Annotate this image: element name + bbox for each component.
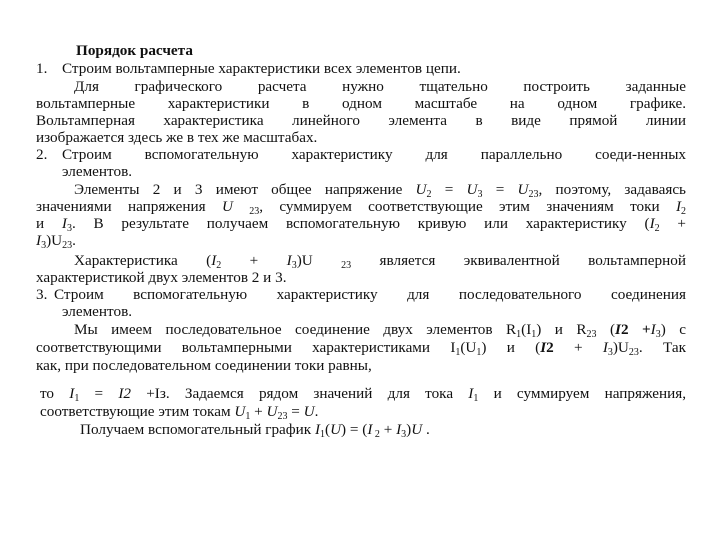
step-2-heading-line-2: элементов. [62, 163, 133, 180]
step-3-heading-line-2: элементов. [62, 303, 133, 320]
para-5-text-to: то [40, 385, 55, 402]
para-6-line-1: Получаем вспомогательный график $I_1(U) = (I$ $_2 + I_3)U$ . [80, 421, 430, 440]
para-4-text-c: ) и R [536, 321, 587, 338]
step-2-text: Строим вспомогательную характеристику для параллельно соеди-ненных [62, 146, 686, 163]
para-5-text-l2: соответствующие этим токам [40, 403, 231, 420]
para-4-text-b: (I [521, 321, 532, 338]
para-5-line-1: то $I_1 = I2 +Iз$. Задаемся рядом значений для тока $I_1$ и суммируем напряжения, [40, 385, 687, 404]
para-2-text-c: значениями напряжения [36, 198, 206, 215]
para-2-text-d: , суммируем соответствующие этим значениям токи [259, 198, 660, 215]
para-3-line-1: Характеристика $(I_2 + I_3)U$ $_{23}$ является эквивалентной вольтамперной [74, 252, 686, 271]
step-1-text: Строим вольтамперные характеристики всех элементов цепи. [62, 60, 461, 77]
para-2-line-1: Элементы 2 и 3 имеют общее напряжение $U_2 = U_3 = U_{23}$, поэтому, задаваясь [74, 181, 686, 200]
para-4-text-h: . Так [638, 339, 686, 356]
para-4-text-g: ) и [481, 339, 515, 356]
para-4-text-f: (U [460, 339, 477, 356]
step-3-number: 3. [36, 286, 48, 303]
step-3-text: Строим вспомогательную характеристику для последовательного соединения [54, 286, 686, 303]
step-2-heading-line-1 [36, 146, 686, 163]
para-6-text-l3: Получаем вспомогательный график [80, 421, 312, 438]
page-title: Порядок расчета [76, 42, 193, 59]
para-2-text-b: , поэтому, задаваясь [538, 181, 686, 198]
para-4-line-1: Мы имеем последовательное соединение двух элементов $R_1(I_1)$ и $R_{23}$ $(I2 +I_3)$ с [74, 321, 686, 340]
para-3-text-g: Характеристика ( [74, 252, 212, 269]
para-4-text-a: Мы имеем последовательное соединение двух элементов R [74, 321, 517, 338]
para-4-text-d: с [679, 321, 686, 338]
para-2-text-f: . В результате получаем вспомогательную кривую или характеристику ( [71, 215, 650, 232]
para-2-text-a: Элементы 2 и 3 имеют общее напряжение [74, 181, 403, 198]
para-2-text-e: и [36, 215, 45, 232]
para-5-text-mid: . Задаемся рядом значений для тока [165, 385, 454, 402]
para-3-text-h: является эквивалентной вольтамперной [379, 252, 686, 269]
para-1-line-3: Вольтамперная характеристика линейного элемента в виде прямой линии [36, 112, 686, 129]
para-1-line-2: вольтамперные характеристики в одном масштабе на одном графике. [36, 95, 686, 112]
para-4-line-2: соответствующими вольтамперными характеристиками $I_1(U_1)$ и $(I2 + I_3)U_{23}$. Так [36, 339, 686, 358]
para-1-line-4: изображается здесь же в тех же масштабах. [36, 129, 318, 146]
para-2-line-2: значениями напряжения U $_{23}$, суммируем соответствующие этим значениям токи $I_2$ [36, 198, 687, 217]
step-2-number: 2. [36, 146, 48, 163]
para-5-line-2: соответствующие этим токам $U_1 + U_{23} = U$. [40, 403, 319, 422]
para-2-line-4: $I_3)U_{23}$. [36, 232, 76, 251]
step-1-heading [36, 60, 686, 77]
step-3-heading-line-1 [36, 286, 686, 303]
para-1-line-1: Для графического расчета нужно тщательно построить заданные [74, 78, 686, 95]
para-4-text-e: соответствующими вольтамперными характеристиками I [36, 339, 456, 356]
para-4-line-3: как, при последовательном соединении токи равны, [36, 357, 372, 374]
para-5-text-tail: и суммируем напряжения, [493, 385, 687, 402]
step-1-number: 1. [36, 60, 48, 77]
para-3-line-2: характеристикой двух элементов 2 и 3. [36, 269, 287, 286]
para-2-line-3: и $I_3$. В результате получаем вспомогательную кривую или характеристику ($I_2$ + [36, 215, 686, 234]
